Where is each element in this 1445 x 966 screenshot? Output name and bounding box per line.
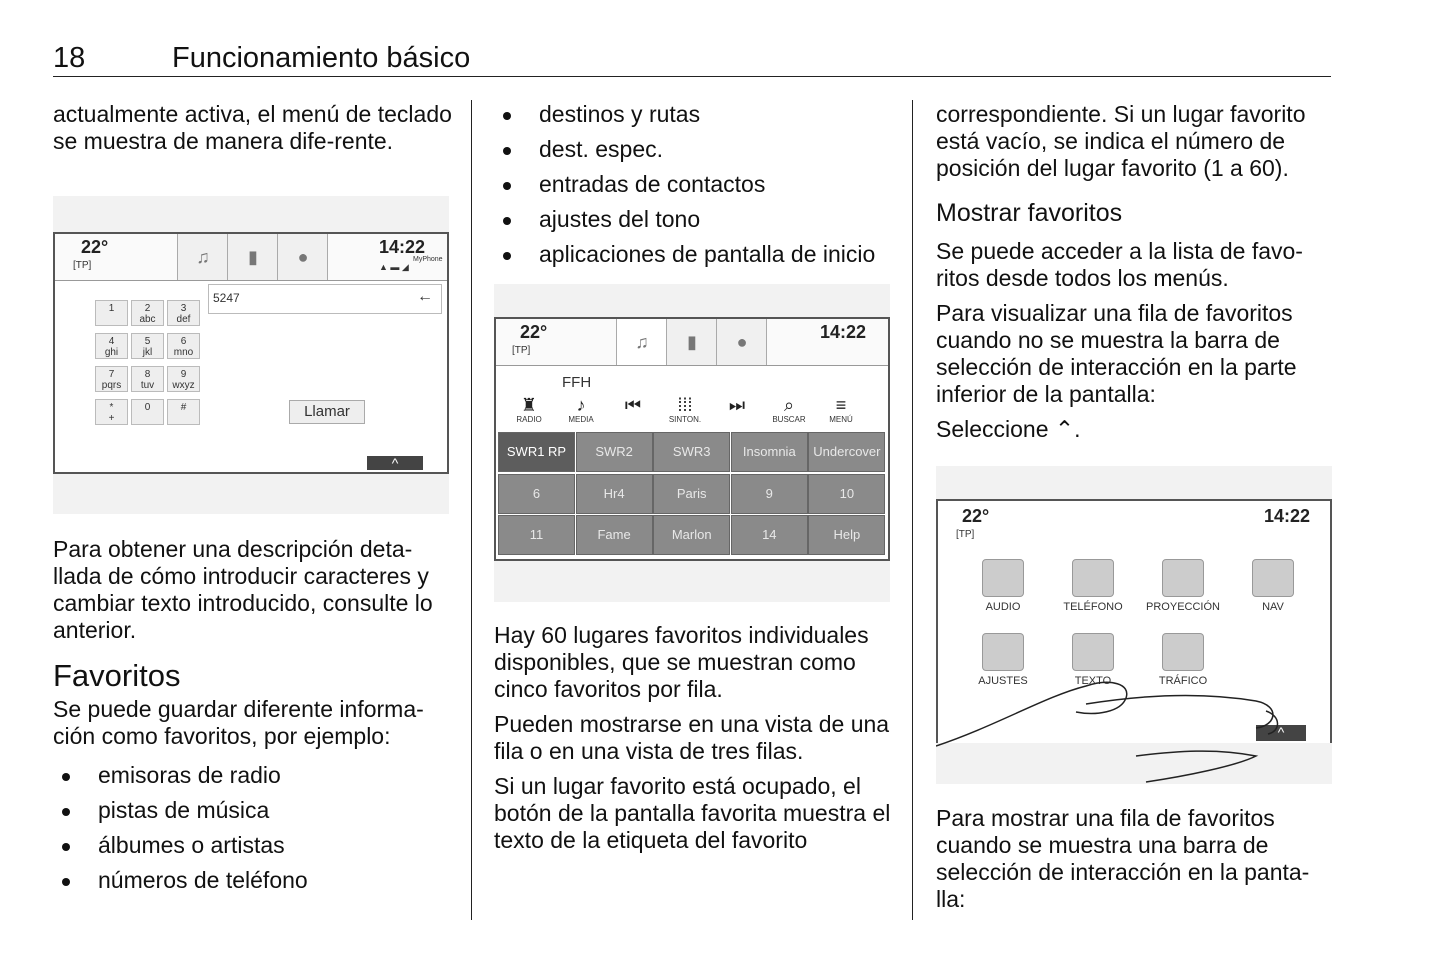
app-label: TELÉFONO xyxy=(1063,601,1123,613)
number-input[interactable] xyxy=(208,284,442,314)
bullet-list xyxy=(494,97,894,272)
app-label: TEXTO xyxy=(1074,675,1112,687)
column-1 xyxy=(53,101,453,163)
clock: 14:22 xyxy=(820,322,867,342)
column-2 xyxy=(494,97,894,272)
key-digit: 3 xyxy=(180,303,187,314)
bullet-list xyxy=(53,758,453,898)
favorite-button[interactable]: Undercover xyxy=(808,432,885,472)
list-item: destinos y rutas xyxy=(494,97,894,132)
keypad-screenshot xyxy=(53,196,449,514)
page-number: 18 xyxy=(53,42,86,74)
list-item: números de teléfono xyxy=(53,863,453,898)
audio-tab-icon[interactable]: ♫ xyxy=(616,319,667,365)
app-label: PROYECCIÓN xyxy=(1146,601,1220,613)
favorite-button[interactable]: Marlon xyxy=(653,515,730,555)
paragraph: Seleccione ⌃. xyxy=(936,416,1081,442)
favorite-button[interactable]: 9 xyxy=(731,474,808,514)
key-digit: 9 xyxy=(180,369,187,380)
keypad-key[interactable] xyxy=(95,399,128,425)
tp-indicator: [TP] xyxy=(512,345,531,356)
keypad-key[interactable] xyxy=(167,300,200,326)
status-bar xyxy=(496,319,888,366)
control-label: MEDIA xyxy=(568,415,594,424)
call-button[interactable]: Llamar xyxy=(289,400,365,424)
control-icon: ⌕ xyxy=(783,395,795,415)
key-letters: ghi xyxy=(104,347,119,358)
key-letters: abc xyxy=(139,314,156,325)
keypad-key[interactable] xyxy=(131,333,164,359)
app-icon xyxy=(1162,559,1204,597)
column-1-lower xyxy=(53,536,453,898)
keypad-screen xyxy=(53,232,449,474)
key-letters: wxyz xyxy=(172,380,195,391)
column-2-lower xyxy=(494,622,899,862)
app-label: AJUSTES xyxy=(978,675,1028,687)
control-label: RADIO xyxy=(516,415,542,424)
phone-name: MyPhone xyxy=(413,256,443,263)
phone-tab-icon[interactable]: ▮ xyxy=(666,319,717,365)
clock: 14:22 xyxy=(1264,506,1311,526)
list-item: pistas de música xyxy=(53,793,453,828)
radio-control-button[interactable] xyxy=(608,395,658,415)
key-letters: tuv xyxy=(140,380,155,391)
control-icon: ≡ xyxy=(835,395,847,415)
number-input-value: 5247 xyxy=(213,291,240,305)
key-letters: pqrs xyxy=(101,380,122,391)
key-letters: jkl xyxy=(142,347,153,358)
chevron-up-icon[interactable]: ^ xyxy=(1256,725,1306,741)
temperature: 22° xyxy=(962,506,990,526)
app-tile[interactable] xyxy=(1228,559,1318,613)
finger-illustration xyxy=(936,656,1332,784)
app-icon xyxy=(1072,559,1114,597)
keypad-key[interactable] xyxy=(95,366,128,392)
app-label: AUDIO xyxy=(985,601,1021,613)
list-item: entradas de contactos xyxy=(494,167,894,202)
tab-separator xyxy=(766,319,771,365)
keypad-key[interactable] xyxy=(131,300,164,326)
keypad-key[interactable] xyxy=(167,333,200,359)
paragraph: Para visualizar una fila de favoritos cuando no se muestra la barra de selección de interacción en la parte inferior de la pantalla: xyxy=(936,300,1297,407)
radio-control-button[interactable] xyxy=(712,395,762,415)
nav-tab-icon[interactable]: ● xyxy=(716,319,767,365)
temperature: 22° xyxy=(81,237,109,257)
section-heading: Mostrar favoritos xyxy=(936,199,1123,227)
column-divider-1 xyxy=(471,100,472,920)
app-icon xyxy=(1252,559,1294,597)
favorite-button[interactable]: SWR1 RP xyxy=(498,432,575,472)
keypad-key[interactable] xyxy=(167,399,200,425)
key-letters: def xyxy=(176,314,191,325)
list-item: dest. espec. xyxy=(494,132,894,167)
app-tile[interactable] xyxy=(1048,559,1138,613)
radio-control-button[interactable] xyxy=(556,395,606,424)
keypad-key[interactable] xyxy=(95,333,128,359)
list-item: álbumes o artistas xyxy=(53,828,453,863)
favorite-button[interactable]: SWR2 xyxy=(576,432,653,472)
list-item: aplicaciones de pantalla de inicio xyxy=(494,237,894,272)
radio-screen xyxy=(494,317,890,561)
radio-control-button[interactable] xyxy=(816,395,866,424)
control-label: SINTON. xyxy=(668,415,702,424)
key-digit: # xyxy=(180,402,187,413)
tp-indicator: [TP] xyxy=(73,260,92,271)
paragraph: Si un lugar favorito está ocupado, el botón de la pantalla favorita muestra el texto de la etiqueta del favorito xyxy=(494,773,891,853)
keypad-key[interactable] xyxy=(167,366,200,392)
paragraph: actualmente activa, el menú de teclado se muestra de manera dife-rente. xyxy=(53,101,452,154)
radio-control-button[interactable] xyxy=(660,395,710,424)
app-label: NAV xyxy=(1262,601,1284,613)
radio-control-button[interactable] xyxy=(764,395,814,424)
temperature: 22° xyxy=(520,322,548,342)
key-letters: + xyxy=(108,413,115,424)
phone-tab-icon[interactable]: ▮ xyxy=(227,234,278,280)
tp-indicator: [TP] xyxy=(956,529,975,540)
keypad-key[interactable] xyxy=(131,366,164,392)
nav-tab-icon[interactable]: ● xyxy=(277,234,328,280)
key-digit: 7 xyxy=(108,369,115,380)
control-label: MENÚ xyxy=(829,415,853,424)
favorite-button[interactable]: Insomnia xyxy=(731,432,808,472)
favorite-button[interactable]: Hr4 xyxy=(576,474,653,514)
key-digit: 4 xyxy=(108,336,115,347)
key-digit: 5 xyxy=(144,336,151,347)
list-item: emisoras de radio xyxy=(53,758,453,793)
favorite-button[interactable]: 14 xyxy=(731,515,808,555)
favorite-button[interactable]: SWR3 xyxy=(653,432,730,472)
app-label: TRÁFICO xyxy=(1158,675,1208,687)
paragraph: Pueden mostrarse en una vista de una fila o en una vista de tres filas. xyxy=(494,711,890,764)
radio-screenshot xyxy=(494,284,890,602)
favorite-button[interactable]: 6 xyxy=(498,474,575,514)
control-label: BUSCAR xyxy=(772,415,806,424)
backspace-icon[interactable]: ← xyxy=(417,288,433,305)
clock: 14:22 xyxy=(379,237,426,257)
home-screenshot xyxy=(936,466,1332,784)
radio-control-button[interactable] xyxy=(504,395,554,424)
paragraph: Se puede guardar diferente informa-ción como favoritos, por ejemplo: xyxy=(53,696,424,749)
keypad-key[interactable] xyxy=(131,399,164,425)
app-icon xyxy=(982,559,1024,597)
status-bar xyxy=(55,234,447,281)
paragraph: Para mostrar una fila de favoritos cuando se muestra una barra de selección de interacción en la panta-lla: xyxy=(936,805,1310,912)
key-letters: mno xyxy=(173,347,194,358)
paragraph: Se puede acceder a la lista de favo-ritos desde todos los menús. xyxy=(936,238,1303,291)
app-tile[interactable] xyxy=(958,559,1048,613)
station-name: FFH xyxy=(562,374,592,391)
key-digit: 0 xyxy=(144,402,151,413)
key-digit: 8 xyxy=(144,369,151,380)
favorite-button[interactable]: 11 xyxy=(498,515,575,555)
signal-battery-icon: ▲ ▬ ◢ xyxy=(379,262,409,272)
key-digit: 1 xyxy=(108,303,115,314)
key-digit: 6 xyxy=(180,336,187,347)
paragraph: Para obtener una descripción deta-llada de cómo introducir caracteres y cambiar texto introducido, consulte lo anterior. xyxy=(53,536,433,643)
page-title: Funcionamiento básico xyxy=(172,42,471,74)
section-heading: Favoritos xyxy=(53,658,181,693)
app-tile[interactable] xyxy=(1138,559,1228,613)
control-icon: ⏮ xyxy=(624,395,642,415)
tab-separator xyxy=(327,234,332,280)
key-digit: * xyxy=(109,402,114,413)
audio-tab-icon[interactable]: ♫ xyxy=(177,234,228,280)
column-3 xyxy=(936,101,1336,451)
favorite-button[interactable]: 10 xyxy=(808,474,885,514)
control-icon: ♪ xyxy=(576,395,586,415)
key-digit: 2 xyxy=(144,303,151,314)
keypad-key[interactable] xyxy=(95,300,128,326)
list-item: ajustes del tono xyxy=(494,202,894,237)
paragraph: Hay 60 lugares favoritos individuales disponibles, que se muestran como cinco favoritos por fila. xyxy=(494,622,869,702)
favorite-button[interactable]: Fame xyxy=(576,515,653,555)
control-icon: ⏭ xyxy=(728,395,746,415)
favorite-button[interactable]: Help xyxy=(808,515,885,555)
control-icon: ⁞⁞⁞ xyxy=(677,395,693,415)
chevron-up-icon[interactable]: ^ xyxy=(367,456,423,470)
control-icon: ♜ xyxy=(520,395,538,415)
column-divider-2 xyxy=(912,100,913,920)
column-3-lower xyxy=(936,805,1336,921)
favorite-button[interactable]: Paris xyxy=(653,474,730,514)
paragraph: correspondiente. Si un lugar favorito está vacío, se indica el número de posición del lugar favorito (1 a 60). xyxy=(936,101,1306,181)
header-rule xyxy=(53,76,1331,77)
